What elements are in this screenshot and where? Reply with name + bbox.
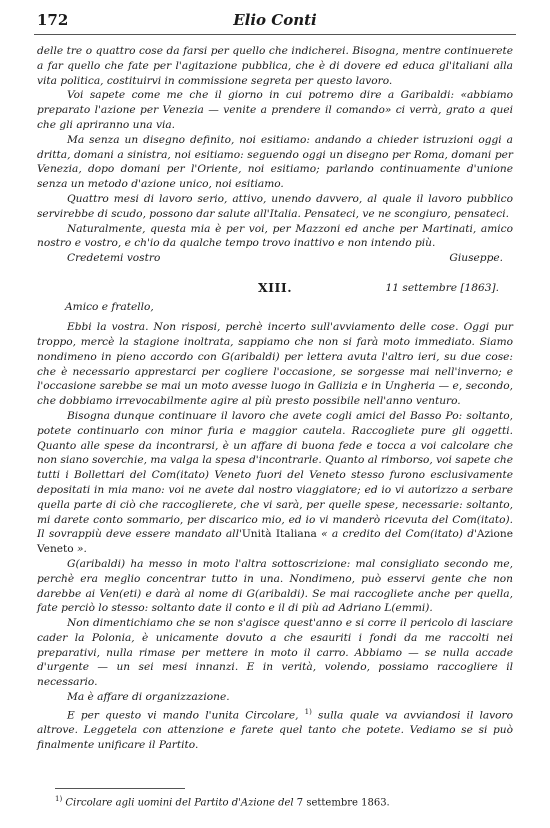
letter-paragraph-3: G(aribaldi) ha messo in moto l'altra sottoscrizione: mal consigliato secondo me, perchè era meglio concentrar tutto in una. Nondimeno, può esservi gente che non darebbe ai Ven(eti) e darà al nome di G(aribaldi). Se mai raccogliete anche per quella, fate perciò lo stesso: soltanto date il conto e il di più ad Adriano L(emmi). bbox=[37, 557, 513, 615]
letter-paragraph-5: Ma è affare di organizzazione. bbox=[67, 691, 230, 704]
footnote-marker: 1) bbox=[55, 795, 63, 803]
letter-paragraph-4: Non dimentichiamo che se non s'agisce quest'anno e si corre il pericolo di lasciare cader la Polonia, è unicamente dovuto a che esauriti i fondi da me raccolti nei preparativi, nulla rimase per mettere in moto il carro. Abbiamo — se nulla accade d'urgente — un sei mesi innanzi. E in verità, volendo, possiamo raccogliere il necessario. bbox=[37, 617, 513, 689]
continued-paragraph-3: Ma senza un disegno definito, noi esitiamo: andando a chieder istruzioni oggi a dritta, domani a sinistra, noi esitiamo: seguendo oggi un disegno per Roma, domani per Venezia, dopo domani per l'Oriente, noi esitiamo; parlando continuamente d'unione senza un metodo d'azione unico, noi esitiamo. bbox=[37, 133, 513, 191]
header-rule bbox=[34, 34, 516, 35]
page-number: 172 bbox=[37, 11, 69, 29]
footnote-date: 7 settembre 1863. bbox=[296, 797, 390, 809]
letter-number: XIII. bbox=[257, 280, 293, 296]
continued-paragraph-5: Naturalmente, questa mia è per voi, per Mazzoni ed anche per Martinati, amico nostro e vostro, e ch'io da qualche tempo trovo inattivo e non intendo più. bbox=[37, 222, 513, 250]
letter-date: 11 settembre [1863]. bbox=[385, 282, 499, 295]
continued-paragraph-2 bbox=[37, 88, 513, 132]
letter-paragraph-2-text-c: « a credito del Com(itato) d' bbox=[316, 528, 477, 541]
letter-paragraph-1: Ebbi la vostra. Non risposi, perchè incerto sull'avviamento delle cose. Oggi pur troppo, mercè la stagione inoltrata, sappiamo che non si farà moto immediato. Siamo nondimeno in pieno accordo con G(aribaldi) per lettera avuta l'altro ieri, su due cose: che è necessario apprestarci per cogliere l'occasione, se sorgesse mai nell'inverno; e l'occasione sarebbe se mai un moto avesse luogo in Gallizia e in Ungheria — e, secondo, che dobbiamo irrevocabilmente agire al più presto possibile nell'anno venturo. bbox=[37, 321, 513, 408]
letter-paragraph-6 bbox=[37, 705, 513, 753]
continued-paragraph-2-text: Voi sapete come me che il giorno in cui potremo dire a Garibaldi: «abbiamo preparato l'azione per Venezia — venite a prendere il comando» ci verrà, grato a quei che gli apriranno una via. bbox=[37, 89, 513, 131]
letter-heading bbox=[37, 280, 513, 320]
signature: Giuseppe. bbox=[449, 252, 503, 265]
footnote-text-a: Circolare agli uomini del Partito d'Azione del bbox=[62, 797, 297, 809]
letter-paragraph-6-text-a: E per questo vi mando l'unita Circolare, bbox=[67, 709, 299, 722]
letter-paragraph-6-text-b: sulla quale va avviandosi il lavoro altrove. Leggetela con attenzione e farete quel tanto che potete. Vediamo se si può finalmente unificare il Partito. bbox=[37, 709, 513, 751]
footnote-area bbox=[37, 788, 513, 808]
closing-formula: Credetemi vostro bbox=[67, 252, 161, 265]
salutation: Amico e fratello, bbox=[65, 301, 154, 314]
continued-paragraph-4: Quattro mesi di lavoro serio, attivo, unendo davvero, al quale il lavoro pubblico servirebbe di scudo, possono dar salute all'Italia. Pensateci, ve ne scongiuro, pensateci. bbox=[37, 192, 513, 220]
footnote-rule bbox=[55, 788, 185, 789]
closing-row bbox=[37, 251, 513, 266]
footnote bbox=[37, 795, 513, 808]
newspaper-title-unita-italiana: Unità Italiana bbox=[241, 528, 317, 541]
continued-paragraph-1: delle tre o quattro cose da farsi per quello che indicherei. Bisogna, mentre continuerete a far quello che fate per l'agitazione pubblica, che è di dovere ed educa gl'italiani alla vita politica, costituirvi in commissione segreta per questo lavoro. bbox=[37, 45, 513, 87]
letter-paragraph-2 bbox=[37, 409, 513, 557]
committee-name-azione-veneto: Azione Veneto bbox=[37, 528, 513, 556]
footnote-reference: 1) bbox=[304, 707, 312, 716]
letter-paragraph-2-text-a: Bisogna dunque continuare il lavoro che avete cogli amici del Basso Po: soltanto, potete continuarlo con minor furia e maggior cautela. Raccogliete pure gli oggetti. Quanto alle spese da incontrarsi, è un affare di buona fede e tocca a voi calcolare che non siano soverchie, ma valga la spesa d'incontrarle. Quanto al rimborso, voi sapete che tutti i Bollettari del Com(itato) Veneto fuori del Veneto stesso furono esclusivamente depositati in mia mano: voi ne avete dal nostro viaggiatore; ed io vi autorizzo a serbare quella parte di ciò che raccoglierete, che vi sarà, per quelle spese, necessarie: soltanto, mi darete conto sommario, per discarico mio, ed io vi manderò ricevuta del Com(itato). Il sovrappiù deve essere mandato all' bbox=[37, 409, 513, 541]
page-body bbox=[37, 44, 513, 753]
page-header bbox=[37, 11, 513, 31]
running-title: Elio Conti bbox=[233, 11, 317, 29]
letter-paragraph-2-text-e: ». bbox=[73, 543, 87, 556]
